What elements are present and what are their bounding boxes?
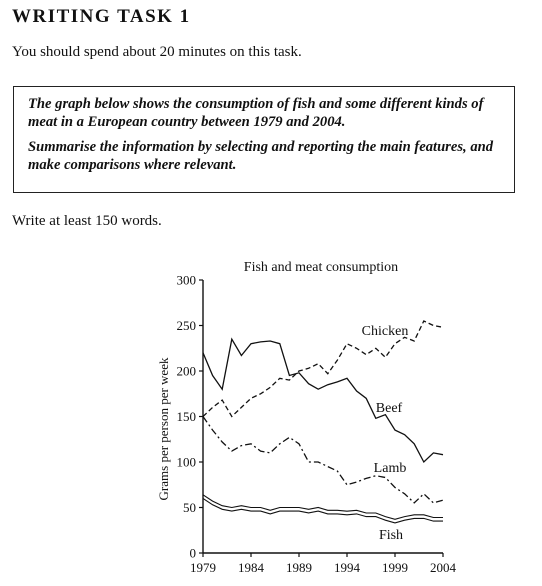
task-prompt-description: The graph below shows the consumption of fish and some different kinds of meat in a European country between 1979 and 2004. [28,96,484,130]
x-tick-label: 1989 [286,560,312,575]
x-tick-label: 2004 [430,560,456,575]
x-tick-label: 1994 [334,560,360,575]
chart-title: Fish and meat consumption [243,260,399,275]
series-line-lamb [203,417,443,503]
series-label-fish: Fish [378,528,404,543]
y-tick-label: 250 [176,318,196,333]
y-tick-label: 300 [176,272,196,288]
x-tick-label: 1979 [190,560,216,575]
task-prompt-instruction: Summarise the information by selecting and reporting the main features, and make comparisons where relevant. [28,139,494,173]
series-line-fish-lower [203,498,443,523]
series-line-fish-upper [203,495,443,520]
y-tick-label: 100 [176,454,196,470]
chart-series [203,321,443,523]
task-prompt-box [13,86,515,193]
chart-axes [177,273,457,576]
x-tick-label: 1999 [382,560,408,575]
series-label-beef: Beef [375,401,403,416]
task-heading: WRITING TASK 1 [12,6,191,27]
y-tick-label: 200 [176,363,196,379]
y-tick-label: 50 [183,500,196,515]
x-tick-label: 1984 [238,560,264,575]
series-label-lamb: Lamb [373,461,407,476]
y-axis-label: Grams per person per week [156,357,171,501]
word-count-instruction: Write at least 150 words. [12,213,162,229]
time-instruction: You should spend about 20 minutes on this task. [12,44,302,60]
y-tick-label: 0 [189,545,196,561]
y-tick-label: 150 [176,409,196,424]
series-label-chicken: Chicken [361,324,409,339]
series-line-beef [203,339,443,462]
line-chart [0,250,542,586]
